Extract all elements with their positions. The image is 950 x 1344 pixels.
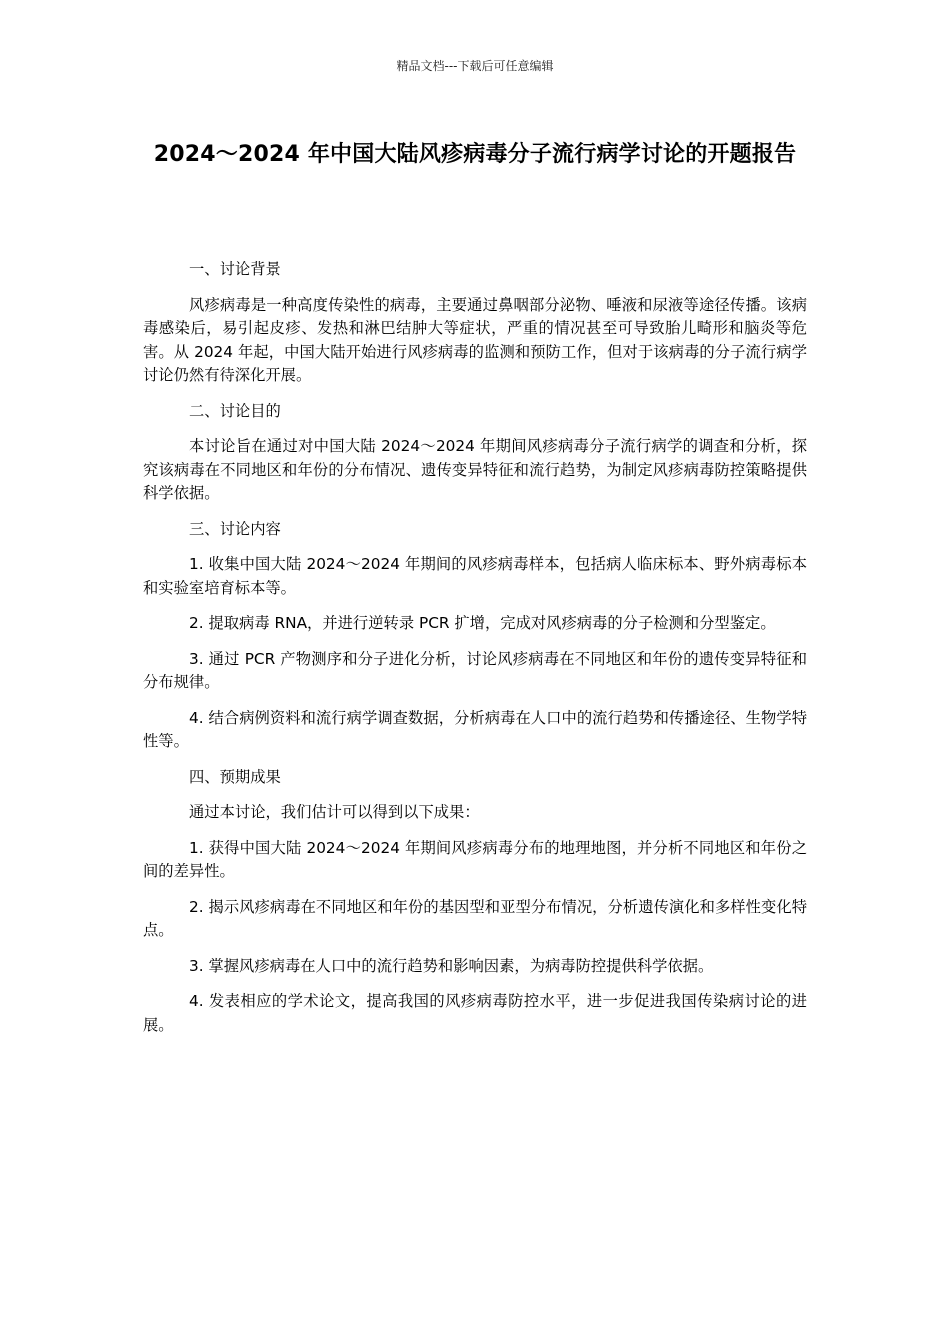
document-title: 2024～2024 年中国大陆风疹病毒分子流行病学讨论的开题报告 xyxy=(153,142,797,167)
document-body xyxy=(143,258,807,1049)
list-item: 2. 揭示风疹病毒在不同地区和年份的基因型和亚型分布情况，分析遗传演化和多样性变化特点。 xyxy=(143,897,807,939)
list-item: 3. 通过 PCR 产物测序和分子进化分析，讨论风疹病毒在不同地区和年份的遗传变异特征和分布规律。 xyxy=(143,649,807,691)
header-note: 精品文档---下载后可任意编辑 xyxy=(396,59,554,73)
list-item: 4. 发表相应的学术论文，提高我国的风疹病毒防控水平，进一步促进我国传染病讨论的进展。 xyxy=(143,992,807,1034)
list-item: 1. 收集中国大陆 2024～2024 年期间的风疹病毒样本，包括病人临床标本、野外病毒标本和实验室培育标本等。 xyxy=(143,555,807,597)
list-item: 2. 提取病毒 RNA，并进行逆转录 PCR 扩增，完成对风疹病毒的分子检测和分型鉴定。 xyxy=(189,614,776,632)
section-heading-purpose: 二、讨论目的 xyxy=(189,401,281,420)
list-item: 4. 结合病例资料和流行病学调查数据，分析病毒在人口中的流行趋势和传播途径、生物学特性等。 xyxy=(143,708,807,750)
paragraph: 本讨论旨在通过对中国大陆 2024～2024 年期间风疹病毒分子流行病学的调查和分析，探究该病毒在不同地区和年份的分布情况、遗传变异特征和流行趋势，为制定风疹病毒防控策略提供科学依据。 xyxy=(143,437,807,502)
list-item: 3. 掌握风疹病毒在人口中的流行趋势和影响因素，为病毒防控提供科学依据。 xyxy=(189,956,714,975)
paragraph: 风疹病毒是一种高度传染性的病毒，主要通过鼻咽部分泌物、唾液和尿液等途径传播。该病毒感染后，易引起皮疹、发热和淋巴结肿大等症状，严重的情况甚至可导致胎儿畸形和脑炎等危害。从 2024 年起，中国大陆开始进行风疹病毒的监测和预防工作，但对于该病毒的分子流行病学讨论仍然有待深化开展。 xyxy=(143,295,807,384)
section-heading-content: 三、讨论内容 xyxy=(189,519,281,538)
section-heading-background: 一、讨论背景 xyxy=(189,260,281,278)
paragraph: 通过本讨论，我们估计可以得到以下成果： xyxy=(189,803,480,821)
list-item: 1. 获得中国大陆 2024～2024 年期间风疹病毒分布的地理地图，并分析不同地区和年份之间的差异性。 xyxy=(143,838,807,880)
section-heading-expected-results: 四、预期成果 xyxy=(189,767,281,786)
